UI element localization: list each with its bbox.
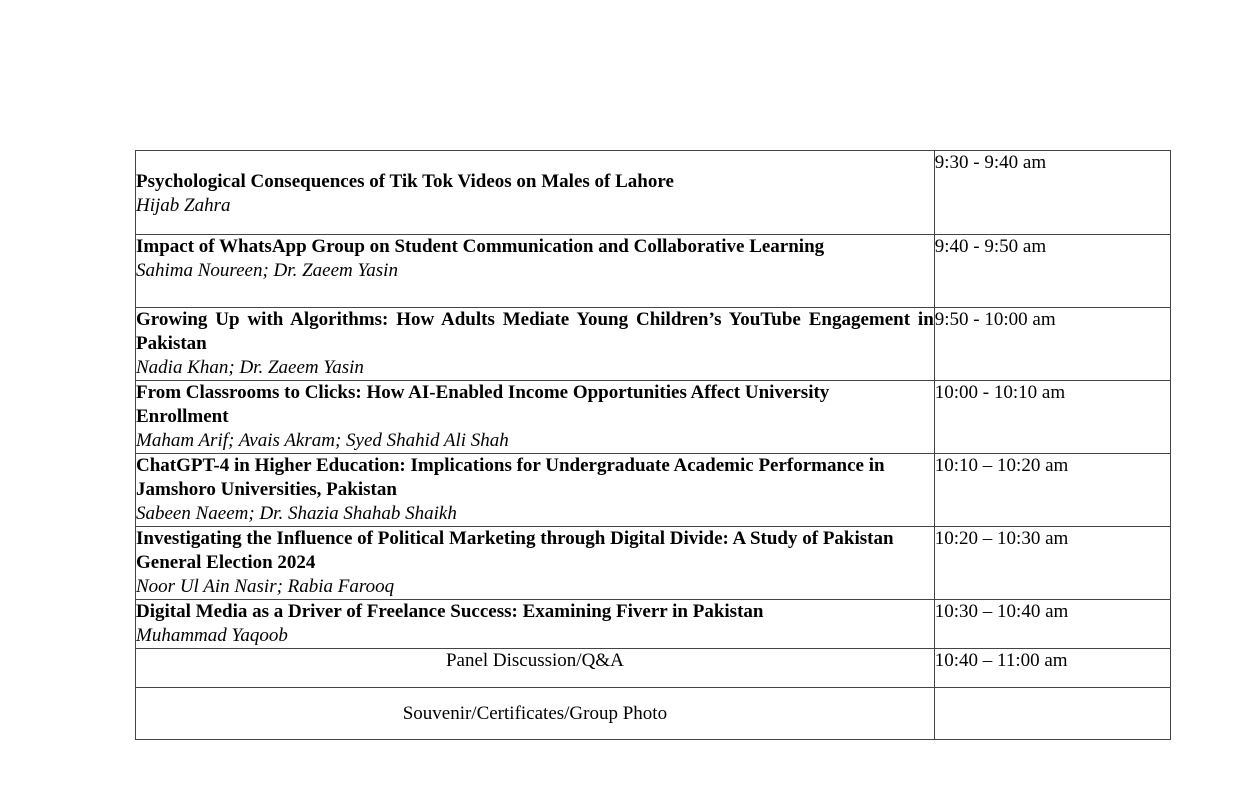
session-title: Impact of WhatsApp Group on Student Communication and Collaborative Learning (136, 236, 825, 257)
table-row (136, 527, 1171, 600)
time-cell (934, 454, 1170, 527)
session-authors: Noor Ul Ain Nasir; Rabia Farooq (136, 576, 395, 597)
closing-label: Souvenir/Certificates/Group Photo (402, 702, 668, 724)
session-time: 10:30 – 10:40 am (934, 601, 1069, 622)
session-cell (136, 381, 935, 454)
session-cell (136, 308, 935, 381)
time-cell (934, 151, 1170, 235)
session-title: Digital Media as a Driver of Freelance Success: Examining Fiverr in Pakistan (136, 601, 764, 622)
session-cell (136, 235, 935, 308)
time-cell (934, 527, 1170, 600)
schedule-table (135, 150, 1171, 740)
table-row (136, 454, 1171, 527)
time-cell (934, 381, 1170, 454)
session-time: 9:40 - 9:50 am (934, 236, 1047, 257)
session-cell (136, 151, 935, 235)
table-row (136, 308, 1171, 381)
session-title: ChatGPT-4 in Higher Education: Implications for Undergraduate Academic Performance in Jamshoro Universities, Pakistan (136, 455, 885, 500)
table-row (136, 649, 1171, 688)
table-row (136, 688, 1171, 740)
session-time: 10:20 – 10:30 am (934, 528, 1069, 549)
time-cell (934, 600, 1170, 649)
session-title: Growing Up with Algorithms: How Adults Mediate Young Children’s YouTube Engagement in Pakistan (136, 309, 934, 354)
time-cell (934, 649, 1170, 688)
session-cell (136, 527, 935, 600)
session-cell (136, 600, 935, 649)
session-title: From Classrooms to Clicks: How AI-Enabled Income Opportunities Affect University Enrollment (136, 382, 830, 427)
session-time: 10:00 - 10:10 am (934, 382, 1066, 403)
session-time: 10:10 – 10:20 am (934, 455, 1069, 476)
panel-label: Panel Discussion/Q&A (445, 650, 624, 671)
session-authors: Maham Arif; Avais Akram; Syed Shahid Ali Shah (136, 430, 509, 451)
table-row (136, 381, 1171, 454)
time-cell (934, 688, 1170, 740)
session-authors: Sahima Noureen; Dr. Zaeem Yasin (136, 260, 398, 281)
session-time: 9:30 - 9:40 am (934, 152, 1047, 173)
panel-time: 10:40 – 11:00 am (934, 650, 1068, 671)
session-title: Investigating the Influence of Political Marketing through Digital Divide: A Study of Pakistan General Election 2024 (136, 528, 894, 573)
time-cell (934, 308, 1170, 381)
session-authors: Nadia Khan; Dr. Zaeem Yasin (136, 357, 364, 378)
table-row (136, 235, 1171, 308)
table-row (136, 151, 1171, 235)
session-cell (136, 454, 935, 527)
session-time: 9:50 - 10:00 am (934, 309, 1056, 330)
time-cell (934, 235, 1170, 308)
session-authors: Sabeen Naeem; Dr. Shazia Shahab Shaikh (136, 503, 457, 524)
panel-cell (136, 649, 935, 688)
session-authors: Hijab Zahra (136, 195, 231, 216)
closing-cell (136, 688, 935, 740)
session-authors: Muhammad Yaqoob (136, 625, 288, 646)
table-row (136, 600, 1171, 649)
session-title: Psychological Consequences of Tik Tok Videos on Males of Lahore (136, 171, 674, 192)
